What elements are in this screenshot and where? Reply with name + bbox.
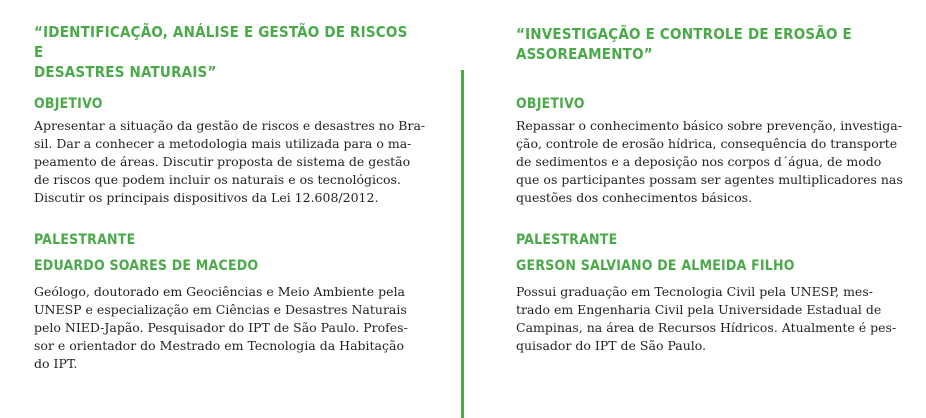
left-bio-line: Geólogo, doutorado em Geociências e Meio Ambiente pela: [34, 284, 406, 299]
left-bio-line: pelo NIED-Japão. Pesquisador do IPT de São Paulo. Profes-: [34, 320, 408, 335]
right-title: “INVESTIGAÇÃO E CONTROLE DE EROSÃO E ASSOREAMENTO”: [516, 25, 852, 63]
left-speaker-bio: [34, 283, 408, 373]
right-objective-line: Repassar o conhecimento básico sobre prevenção, investiga-: [516, 118, 902, 133]
right-objective-line: questões dos conhecimentos básicos.: [516, 190, 753, 205]
left-bio-line: do IPT.: [34, 356, 78, 371]
column-divider: [461, 70, 464, 418]
right-speaker-name: GERSON SALVIANO DE ALMEIDA FILHO: [516, 258, 795, 274]
left-objective-line: de riscos que podem incluir os naturais e os tecnológicos.: [34, 172, 401, 187]
left-bio-line: sor e orientador do Mestrado em Tecnologia da Habitação: [34, 338, 404, 353]
right-speaker-bio: [516, 283, 896, 355]
right-bio-line: trado em Engenharia Civil pela Universidade Estadual de: [516, 302, 882, 317]
right-bio-line: quisador do IPT de São Paulo.: [516, 338, 707, 353]
left-objective-line: Apresentar a situação da gestão de riscos e desastres no Bra-: [34, 118, 426, 133]
right-objective-line: que os participantes possam ser agentes multiplicadores nas: [516, 172, 903, 187]
right-objective-line: de sedimentos e a deposição nos corpos d´água, de modo: [516, 154, 882, 169]
left-objective-text: [34, 117, 425, 207]
left-title: “IDENTIFICAÇÃO, ANÁLISE E GESTÃO DE RISCOS E DESASTRES NATURAIS”: [34, 23, 408, 81]
left-objective-line: sil. Dar a conhecer a metodologia mais utilizada para o ma-: [34, 136, 412, 151]
left-bio-line: UNESP e especialização em Ciências e Desastres Naturais: [34, 302, 407, 317]
right-objective-heading: OBJETIVO: [516, 96, 585, 112]
left-speaker-heading: PALESTRANTE: [34, 232, 136, 248]
left-speaker-name: EDUARDO SOARES DE MACEDO: [34, 258, 259, 274]
right-bio-line: Possui graduação em Tecnologia Civil pela UNESP, mes-: [516, 284, 873, 299]
left-objective-heading: OBJETIVO: [34, 96, 103, 112]
right-objective-text: [516, 117, 903, 207]
left-objective-line: Discutir os principais dispositivos da Lei 12.608/2012.: [34, 190, 379, 205]
right-objective-line: ção, controle de erosão hídrica, consequência do transporte: [516, 136, 898, 151]
left-objective-line: peamento de áreas. Discutir proposta de sistema de gestão: [34, 154, 411, 169]
right-bio-line: Campinas, na área de Recursos Hídricos. Atualmente é pes-: [516, 320, 897, 335]
right-speaker-heading: PALESTRANTE: [516, 232, 618, 248]
